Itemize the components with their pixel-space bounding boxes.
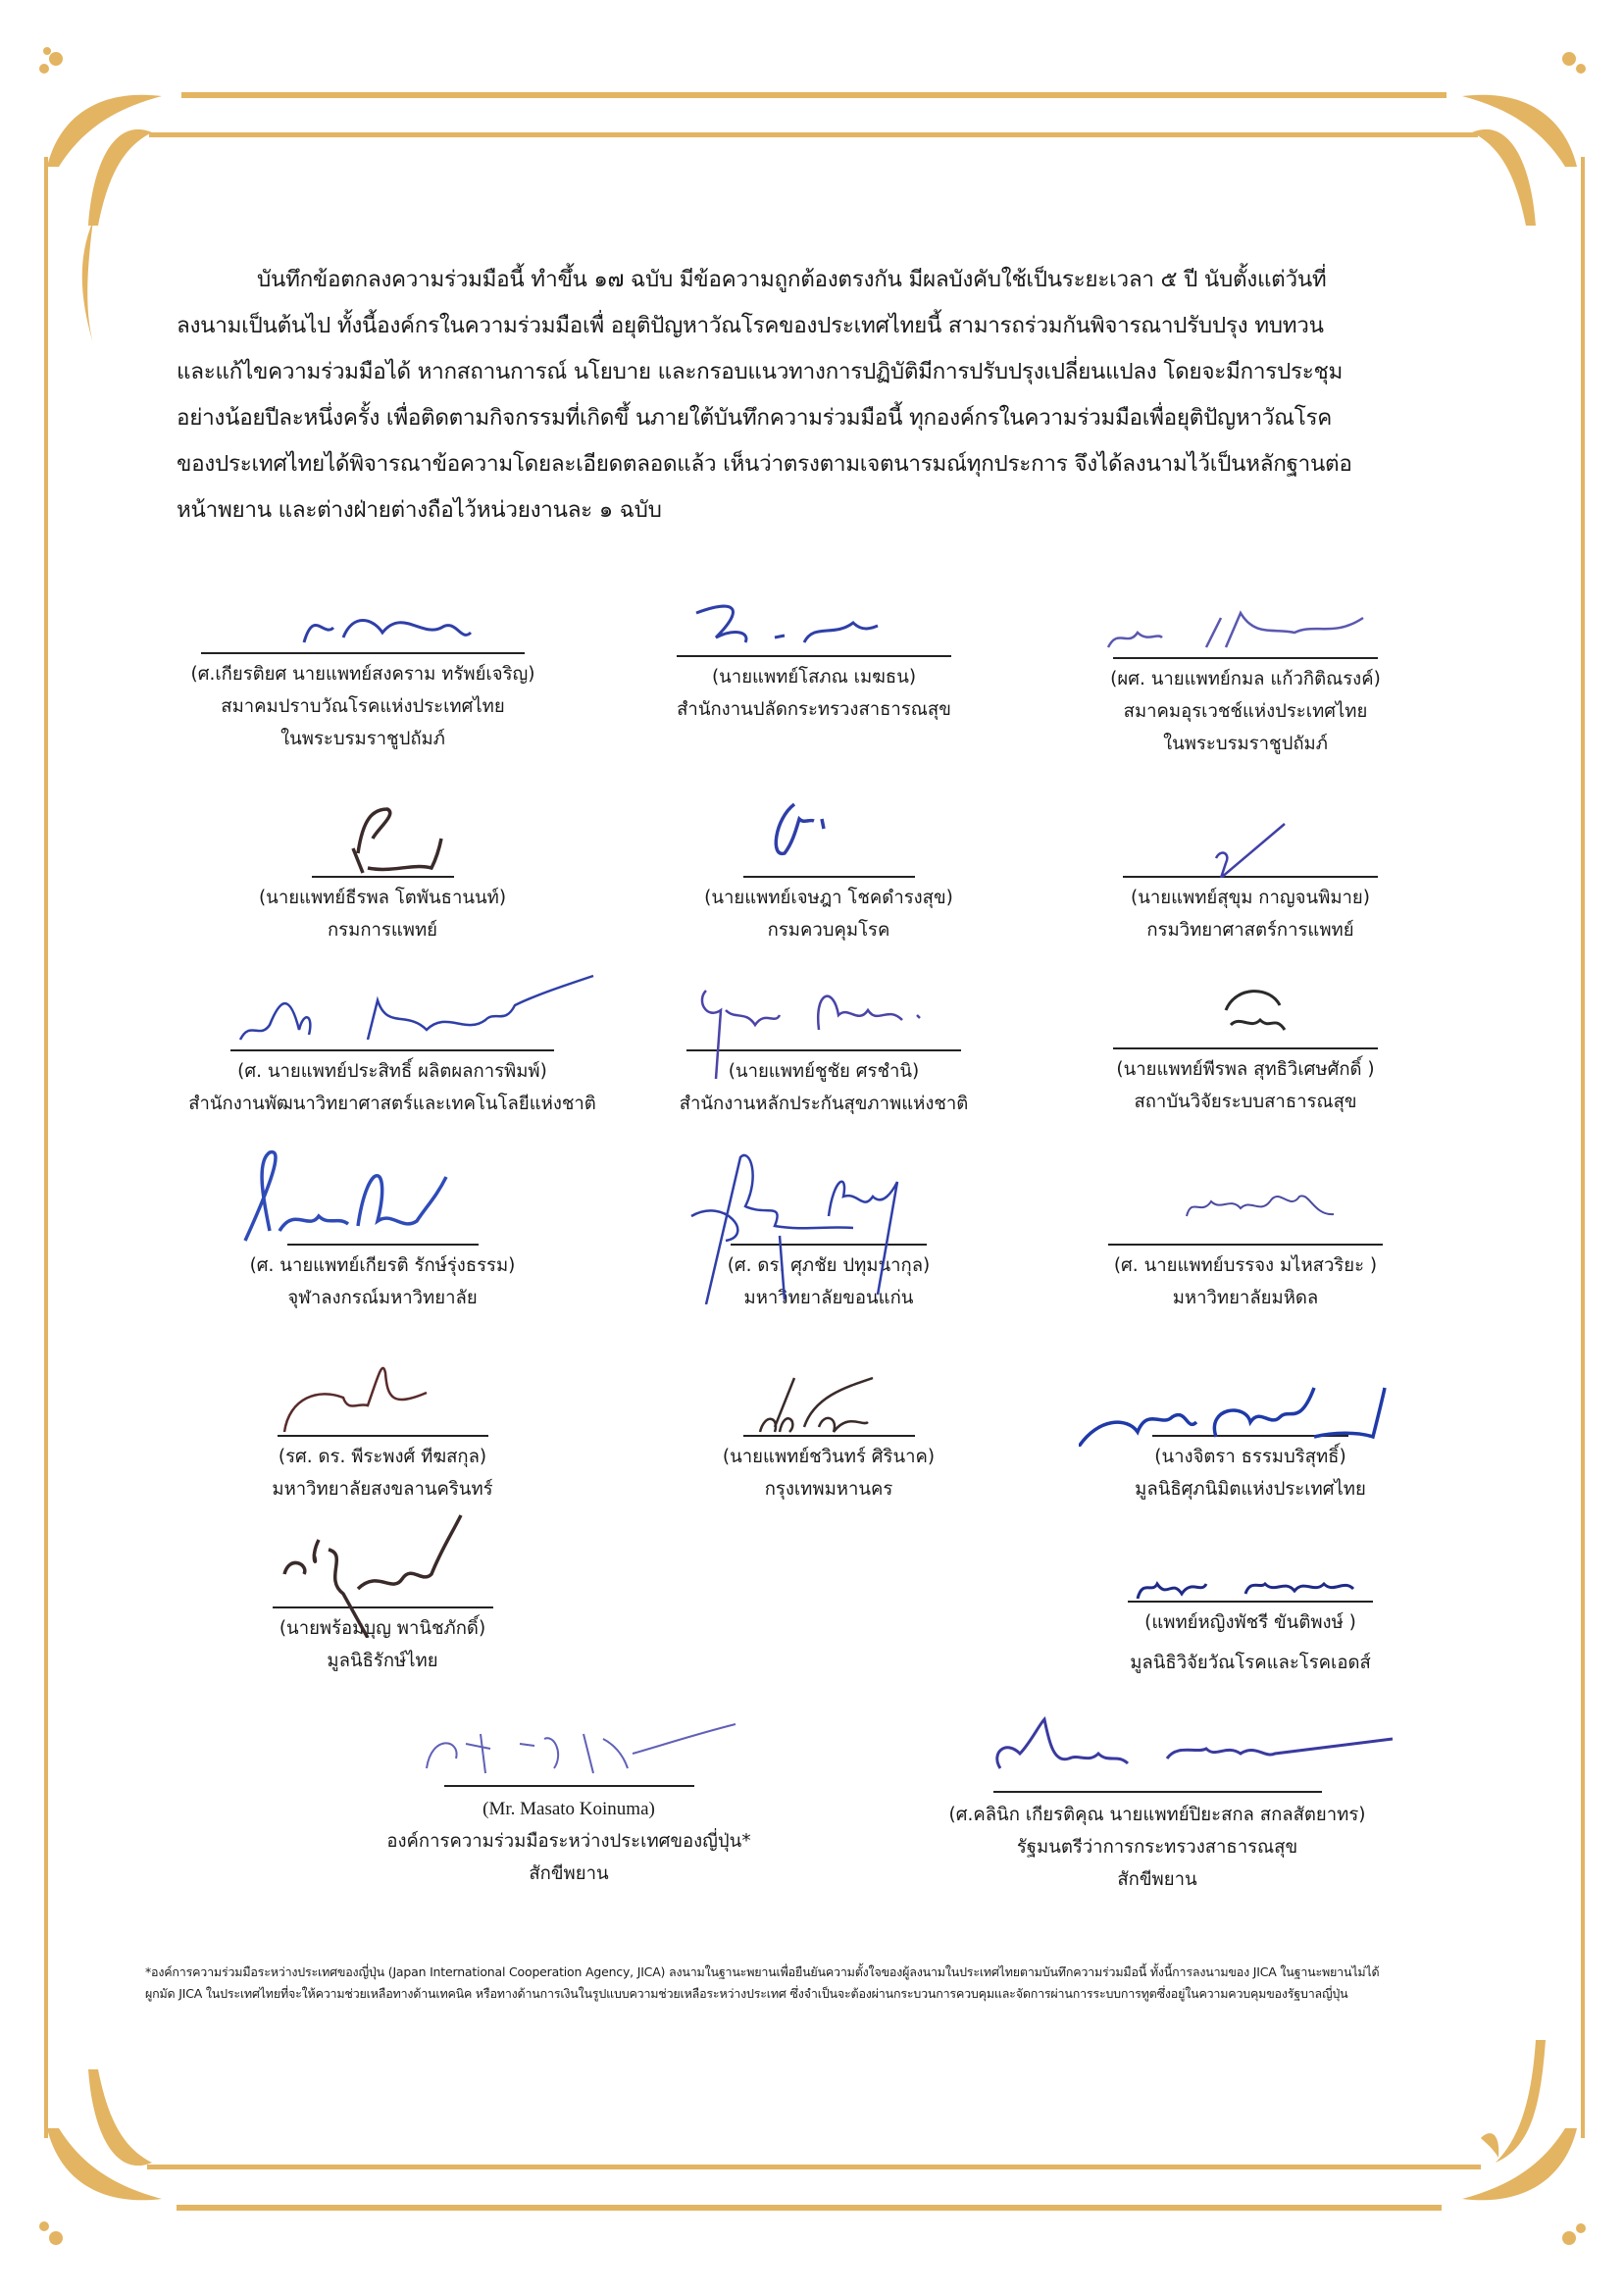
signatory-organization: สำนักงานปลัดกระทรวงสาธารณสุข <box>677 699 951 720</box>
handwritten-signature <box>1079 971 1412 1049</box>
handwritten-signature <box>667 799 990 878</box>
signatory-organization: สำนักงานพัฒนาวิทยาศาสตร์และเทคโนโลยีแห่งชาติ <box>188 1094 596 1114</box>
signatory-organization-line2: ในพระบรมราชูปถัมภ์ <box>280 729 445 749</box>
signatory-organization: มหาวิทยาลัยสงขลานครินทร์ <box>272 1479 493 1500</box>
signatory-organization: สมาคมอุรเวชช์แห่งประเทศไทย <box>1123 701 1368 722</box>
signature-block <box>211 1510 554 1677</box>
signatory-name: (นายแพทย์เจษฎา โชคดำรงสุข) <box>704 888 953 908</box>
signatory-name: (นายแพทย์ธีรพล โตพันธานนท์) <box>258 888 507 908</box>
signatory-organization: สำนักงานหลักประกันสุขภาพแห่งชาติ <box>679 1094 969 1114</box>
handwritten-signature <box>667 1349 990 1437</box>
handwritten-signature <box>1089 799 1412 878</box>
handwritten-signature <box>373 1714 765 1783</box>
signature-block <box>216 799 549 946</box>
witness-role: สักขีพยาน <box>529 1863 609 1884</box>
signatory-name: (นายแพทย์โสภณ เมฆธน) <box>711 667 917 688</box>
handwritten-signature <box>177 598 549 657</box>
signature-block <box>1089 799 1412 946</box>
signatory-name: (นายแพทย์ชวินทร์ ศิรินาค) <box>722 1447 936 1467</box>
witness-organization: รัฐมนตรีว่าการกระทรวงสาธารณสุข <box>1016 1837 1298 1858</box>
witness-role: สักขีพยาน <box>1117 1869 1197 1890</box>
signatory-name: (ผศ. นายแพทย์กมล แก้วกิติณรงค์) <box>1110 669 1381 689</box>
signatory-organization: มูลนิธิศุภนิมิตแห่งประเทศไทย <box>1135 1479 1366 1500</box>
signature-block <box>1079 1349 1422 1505</box>
signature-block <box>667 1349 990 1505</box>
signature-block <box>647 971 1000 1120</box>
signature-block <box>1079 971 1412 1118</box>
signatory-organization: กรมวิทยาศาสตร์การแพทย์ <box>1146 920 1354 941</box>
signatory-organization-line2: ในพระบรมราชูปถัมภ์ <box>1163 734 1328 754</box>
signatory-name: (นางจิตรา ธรรมบริสุทธิ์) <box>1154 1447 1346 1467</box>
witness-block <box>883 1714 1432 1896</box>
handwritten-signature <box>211 1349 554 1437</box>
signatory-organization: กรุงเทพมหานคร <box>764 1479 893 1500</box>
agreement-paragraph <box>177 257 1451 534</box>
signature-block <box>1089 1550 1412 1679</box>
signatory-name: (รศ. ดร. พีระพงศ์ ทีฆสกุล) <box>278 1447 487 1467</box>
signatory-name: (นายแพทย์ชูชัย ศรชำนิ) <box>728 1061 920 1082</box>
signatory-name: (ศ. นายแพทย์บรรจง มไหสวริยะ ) <box>1113 1255 1378 1276</box>
signatory-organization: กรมการแพทย์ <box>327 920 437 941</box>
signatory-name: (ศ. นายแพทย์ประสิทธิ์ ผลิตผลการพิมพ์) <box>237 1061 547 1082</box>
signature-block <box>667 1138 990 1314</box>
signatory-organization: มูลนิธิวิจัยวัณโรคและโรคเอดส์ <box>1130 1653 1371 1673</box>
witness-block <box>373 1714 765 1890</box>
handwritten-signature <box>628 598 1000 657</box>
paragraph-line: ของประเทศไทยได้พิจารณาข้อความโดยละเอียดตลอดแล้ว เห็นว่าตรงตามเจตนารมณ์ทุกประการ จึงได้ลงนามไว้เป็นหลักฐานต่อ <box>177 451 1352 477</box>
signatory-organization: จุฬาลงกรณ์มหาวิทยาลัย <box>287 1288 478 1308</box>
signature-block <box>1079 1138 1412 1314</box>
signatory-organization: มหาวิทยาลัยขอนแก่น <box>743 1288 914 1308</box>
paragraph-line: หน้าพยาน และต่างฝ่ายต่างถือไว้หน่วยงานละ ๑ ฉบับ <box>177 497 662 523</box>
footnote-line: *องค์การความร่วมมือระหว่างประเทศของญี่ปุ่น (Japan International Cooperation Agency, JICA) ลงนามในฐานะพยานเพื่อยืนยันความตั้งใจของผู้ลงนามในประเทศไทยตามบันทึกความร่วมมือนี้ ทั้งนี้การลงนามของ JICA ในฐานะพยานไม่ได้ <box>145 1964 1380 1979</box>
paragraph-line: อย่างน้อยปีละหนึ่งครั้ง เพื่อติดตามกิจกรรมที่เกิดขึ้ นภายใต้บันทึกความร่วมมือนี้ ทุกองค์กรในความร่วมมือเพื่อยุติปัญหาวัณโรค <box>177 405 1333 431</box>
signatory-organization: มหาวิทยาลัยมหิดล <box>1172 1288 1319 1308</box>
paragraph-line: ลงนามเป็นต้นไป ทั้งนี้องค์กรในความร่วมมือเพื่ อยุติปัญหาวัณโรคของประเทศไทยนี้ สามารถร่วมกันพิจารณาปรับปรุง ทบทวน <box>177 313 1324 338</box>
handwritten-signature <box>1079 1138 1412 1246</box>
handwritten-signature <box>211 1138 554 1246</box>
jica-footnote <box>145 1962 1479 2005</box>
signatory-name: (นายพร้อมบุญ พานิชภักดิ์) <box>279 1618 486 1639</box>
signatory-name: (นายแพทย์สุขุม กาญจนพิมาย) <box>1131 888 1370 908</box>
signatory-organization: มูลนิธิรักษ์ไทย <box>327 1651 438 1671</box>
signatory-name: (ศ. นายแพทย์เกียรติ รักษ์รุ่งธรรม) <box>249 1255 516 1276</box>
witness-name: (Mr. Masato Koinuma) <box>482 1799 655 1819</box>
signatory-organization: กรมควบคุมโรค <box>767 920 890 941</box>
signature-block <box>628 598 1000 726</box>
handwritten-signature <box>216 799 549 878</box>
signature-block <box>667 799 990 946</box>
signatory-name: (นายแพทย์พีรพล สุทธิวิเศษศักดิ์ ) <box>1116 1059 1375 1080</box>
footnote-line: ผูกมัด JICA ในประเทศไทยที่จะให้ความช่วยเหลือทางด้านเทคนิค หรือทางด้านการเงินในรูปแบบความช่วยเหลือระหว่างประเทศ ซึ่งจำเป็นจะต้องผ่านกระบวนการควบคุมและจัดการผ่านการระบบการทูตซึ่งอยู่ในความควบคุมของรัฐบาลญี่ปุ่น <box>145 1986 1348 2001</box>
handwritten-signature <box>883 1714 1432 1783</box>
paragraph-line: บันทึกข้อตกลงความร่วมมือนี้ ทำขึ้น ๑๗ ฉบับ มีข้อความถูกต้องตรงกัน มีผลบังคับใช้เป็นระยะเวลา ๕ ปี นับตั้งแต่วันที่ <box>257 267 1327 292</box>
witness-organization: องค์การความร่วมมือระหว่างประเทศของญี่ปุ่น* <box>386 1831 751 1852</box>
witness-name: (ศ.คลินิก เกียรติคุณ นายแพทย์ปิยะสกล สกลสัตยาทร) <box>948 1805 1366 1825</box>
signature-block <box>177 598 549 755</box>
signatory-name: (ศ.เกียรติยศ นายแพทย์สงคราม ทรัพย์เจริญ) <box>190 664 535 685</box>
handwritten-signature <box>1079 1349 1422 1447</box>
handwritten-signature <box>181 971 603 1049</box>
signature-block <box>211 1138 554 1314</box>
signatory-name: (ศ. ดร. ศุภชัย ปทุมนากุล) <box>727 1255 931 1276</box>
signature-block <box>1049 598 1442 760</box>
signature-block <box>211 1349 554 1505</box>
paragraph-line: และแก้ไขความร่วมมือได้ หากสถานการณ์ นโยบาย และกรอบแนวทางการปฏิบัติมีการปรับปรุงเปลี่ยนแปลง โดยจะมีการประชุม <box>177 359 1344 384</box>
handwritten-signature <box>1049 598 1442 657</box>
signatory-organization: สถาบันวิจัยระบบสาธารณสุข <box>1134 1092 1357 1112</box>
signatory-name: (แพทย์หญิงพัชรี ขันติพงษ์ ) <box>1144 1612 1356 1633</box>
signatory-organization: สมาคมปราบวัณโรคแห่งประเทศไทย <box>221 696 505 717</box>
signature-block <box>181 971 603 1120</box>
handwritten-signature <box>1089 1550 1412 1608</box>
